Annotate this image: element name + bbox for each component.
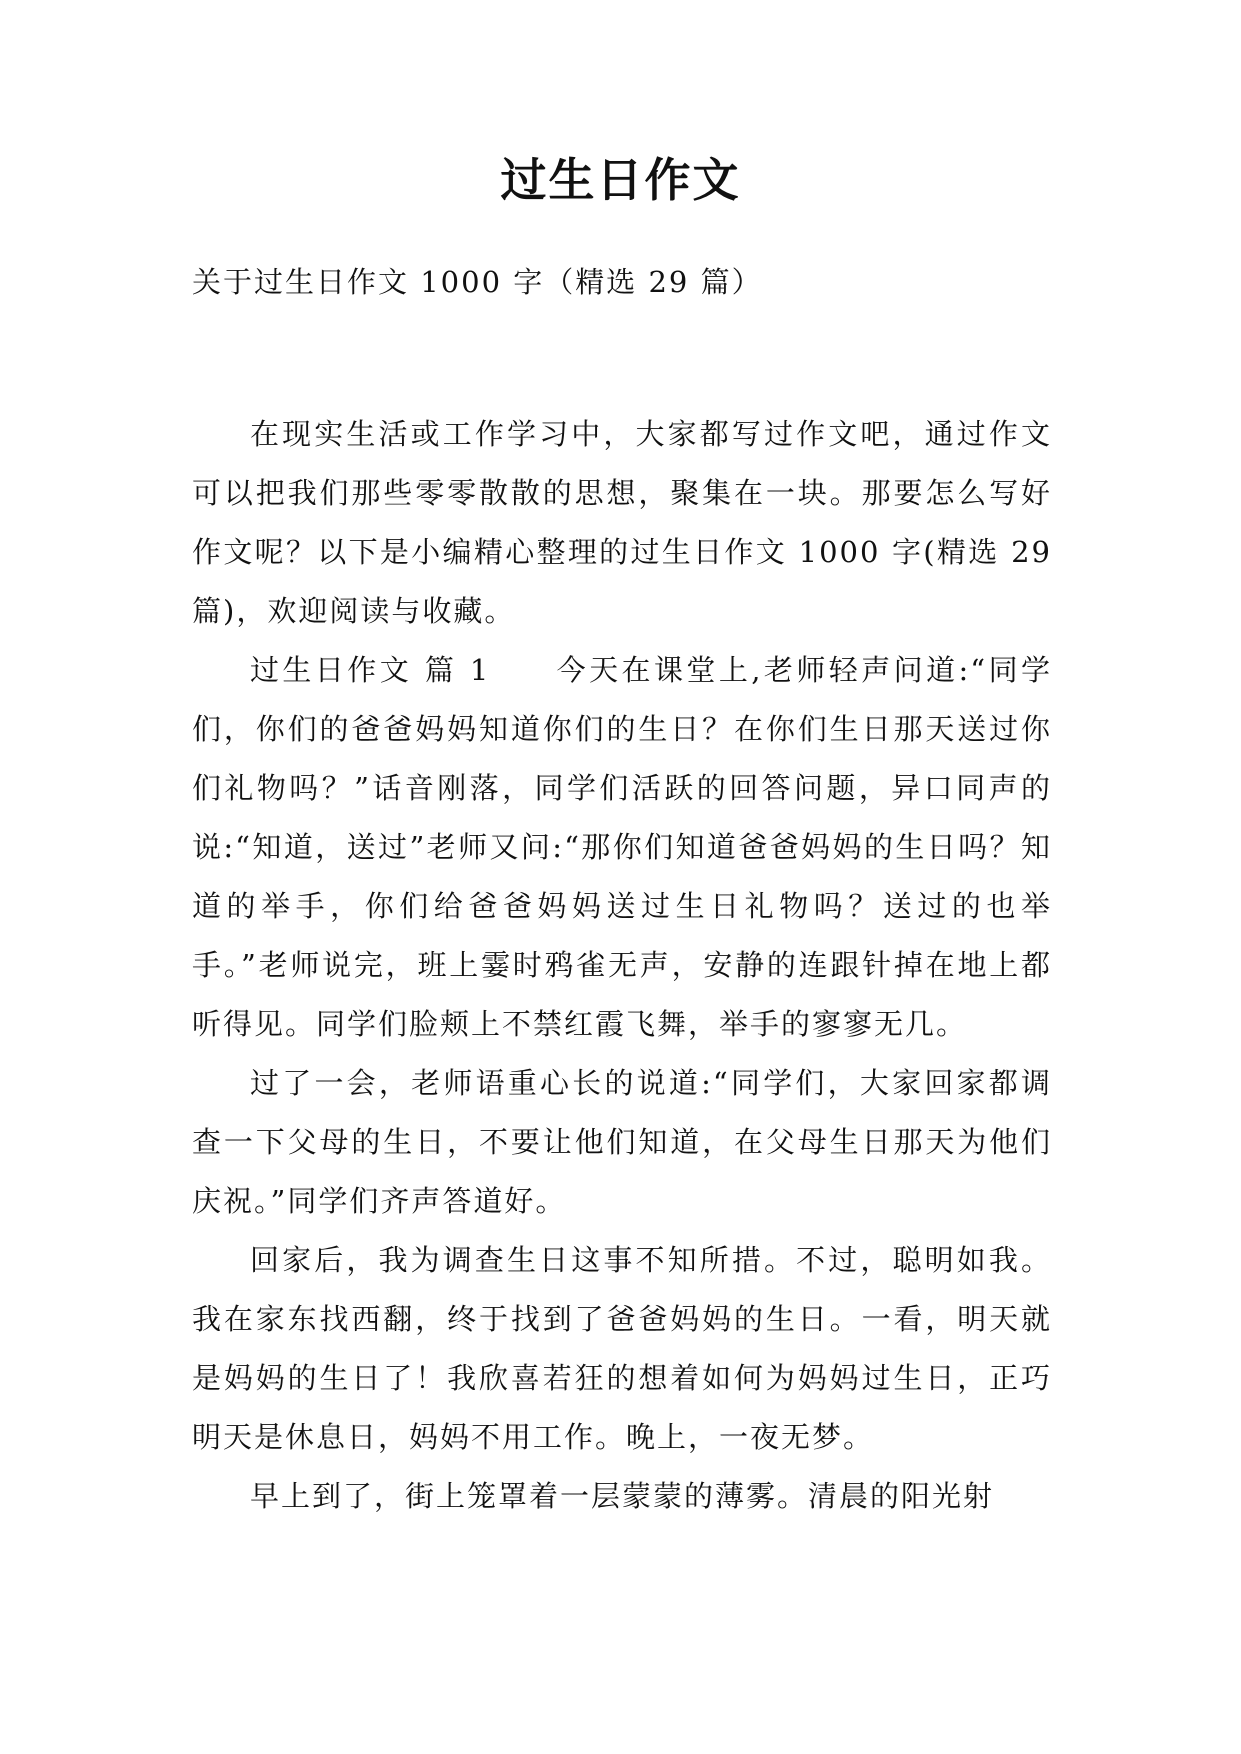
document-title: 过生日作文 — [500, 153, 741, 207]
body-paragraph: 过了一会，老师语重心长的说道:“同学们，大家回家都调查一下父母的生日，不要让他们知道，在父母生日那天为他们庆祝。”同学们齐声答道好。 — [192, 1066, 1052, 1218]
body-paragraph: 在现实生活或工作学习中，大家都写过作文吧，通过作文可以把我们那些零零散散的思想，聚集在一块。那要怎么写好作文呢？以下是小编精心整理的过生日作文 1000 字(精选 29 篇)，欢迎阅读与收藏。 — [192, 417, 1052, 628]
body-paragraph: 过生日作文 篇 1 今天在课堂上,老师轻声问道:“同学们，你们的爸爸妈妈知道你们的生日？在你们生日那天送过你们礼物吗？”话音刚落，同学们活跃的回答问题，异口同声的说:“知道，送过”老师又问:“那你们知道爸爸妈妈的生日吗？知道的举手，你们给爸爸妈妈送过生日礼物吗？送过的也举手。”老师说完，班上霎时鸦雀无声，安静的连跟针掉在地上都听得见。同学们脸颊上不禁红霞飞舞，举手的寥寥无几。 — [192, 653, 1052, 1041]
body-paragraph: 早上到了，街上笼罩着一层蒙蒙的薄雾。清晨的阳光射 — [250, 1479, 995, 1513]
document-body — [192, 405, 1052, 1526]
document-subtitle: 关于过生日作文 1000 字（精选 29 篇） — [192, 265, 763, 299]
body-paragraph: 回家后，我为调查生日这事不知所措。不过，聪明如我。我在家东找西翻，终于找到了爸爸妈妈的生日。一看，明天就是妈妈的生日了！我欣喜若狂的想着如何为妈妈过生日，正巧明天是休息日，妈妈不用工作。晚上，一夜无梦。 — [192, 1243, 1052, 1454]
